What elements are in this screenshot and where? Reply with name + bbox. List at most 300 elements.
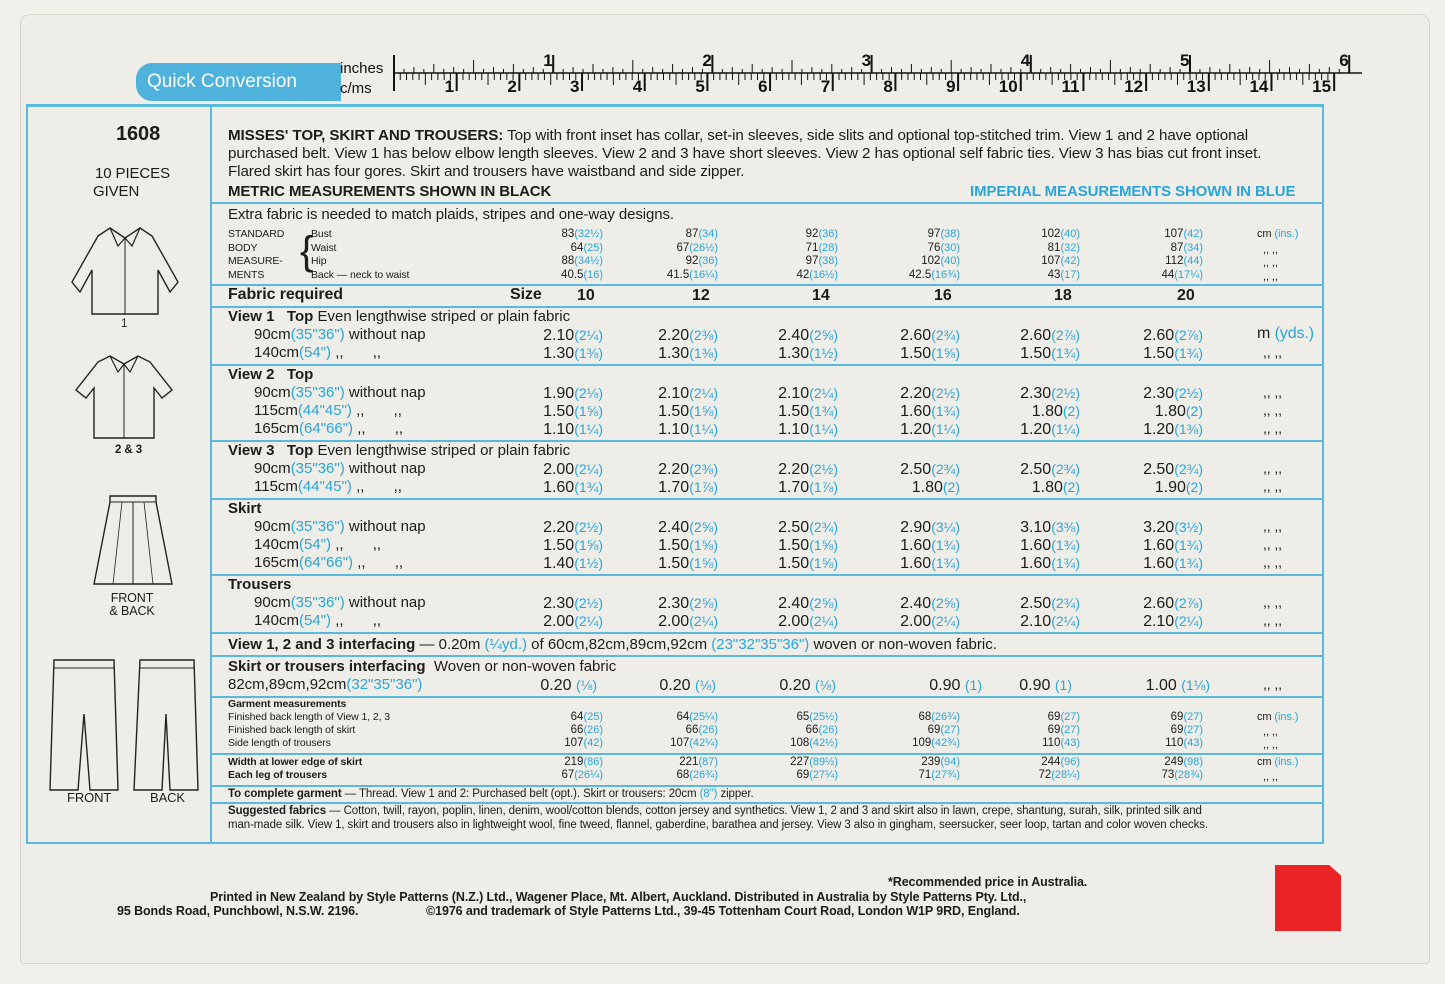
metric-value: 2.00 (543, 461, 575, 478)
body-measurement (1048, 242, 1080, 255)
imperial-value: (96) (1060, 756, 1080, 768)
nap-note: ,, ,, (331, 536, 382, 553)
cm-number: 8 (883, 77, 893, 96)
imperial-value: (1¼) (809, 421, 838, 437)
fabric-amount (1020, 518, 1080, 537)
fabric-required-title: Fabric required (228, 286, 343, 303)
fabric-width (254, 402, 402, 420)
imperial-value: (28) (818, 241, 838, 254)
imperial-value: (1¾) (931, 537, 960, 553)
interfacing-text: View 1, 2 and 3 interfacing (228, 636, 416, 653)
imperial-value: (1) (964, 677, 982, 693)
fabric-amount (778, 554, 838, 573)
fabric-amount (658, 460, 718, 479)
ditto-mark: ,, ,, (1263, 536, 1282, 552)
metric-value: 68 (676, 769, 690, 781)
imperial-value: (1⅝) (574, 537, 603, 553)
metric-value: 76 (927, 241, 941, 254)
metric-value: 1.40 (543, 555, 575, 572)
width-cm: 90cm (254, 460, 291, 477)
fabric-amount (1143, 460, 1203, 479)
metric-value: 2.10 (543, 327, 575, 344)
imperial-value: (27¾) (931, 769, 960, 781)
ditto-mark: ,, ,, (1263, 270, 1278, 283)
trousers-front-label: FRONT (67, 790, 112, 805)
metric-value: 107 (564, 737, 584, 749)
metric-value: 1.50 (658, 537, 690, 554)
imperial-value: (1⅝) (689, 537, 718, 553)
metric-value: 1.50 (658, 403, 690, 420)
metric-value: 2.50 (1020, 461, 1052, 478)
imperial-value: (2⅜) (689, 461, 718, 477)
skirt-sketch (88, 492, 178, 592)
imperial-value: (1⅜) (574, 345, 603, 361)
garment-measurement (571, 724, 603, 737)
garment-label: Finished back length of skirt (228, 724, 356, 736)
pieces-count: 10 PIECES (95, 165, 170, 182)
fabric-amount (1020, 420, 1080, 439)
imperial-value: (2½) (931, 385, 960, 401)
to-complete-garment (228, 788, 754, 801)
metric-value: 72 (1038, 769, 1052, 781)
garment-label: Each leg of trousers (228, 769, 327, 781)
metric-value: 2.40 (778, 327, 810, 344)
imperial-value: (25¼) (689, 711, 718, 723)
metric-value: 92 (805, 228, 819, 240)
imperial-value: (1⅜) (1174, 421, 1203, 437)
nap-note: ,, ,, (331, 612, 382, 629)
body-measurement (571, 242, 603, 255)
fabric-width (254, 384, 426, 402)
fabric-amount (1155, 478, 1203, 497)
metric-value: 2.30 (658, 595, 690, 612)
width-cm: 82cm,89cm,92cm (228, 676, 347, 693)
imperial-value: (27) (1183, 711, 1203, 723)
imperial-value: (44) (1183, 255, 1203, 267)
printer-line-1: Printed in New Zealand by Style Patterns (N.Z.) Ltd., Wagener Place, Mt. Albert, Auckland. Distributed in Australia by Style Patterns Pty. Ltd., (210, 890, 1027, 904)
fabric-amount (900, 420, 960, 439)
metric-value: 2.10 (1143, 613, 1175, 630)
view-2-3-top-sketch (66, 350, 186, 445)
fabric-amount (658, 384, 718, 403)
measurement-label: Hip (311, 255, 327, 267)
cm-number: 12 (1124, 77, 1144, 96)
imperial-value: (42) (583, 737, 603, 749)
unit-label (1257, 711, 1298, 723)
view-2-3-label: 2 & 3 (115, 444, 142, 456)
nap-note: without nap (344, 518, 426, 535)
imperial-value: (2⅝) (809, 595, 838, 611)
metric-value: 2.20 (900, 385, 932, 402)
fabric-amount (900, 536, 960, 555)
metric-value: 1.60 (1020, 555, 1052, 572)
garment-measurement (1048, 724, 1080, 737)
fabric-width (254, 478, 402, 496)
width-inches: (32"35"36") (346, 676, 423, 693)
nap-note: without nap (344, 326, 426, 343)
body-measurement (667, 269, 718, 282)
fabric-amount (1143, 536, 1203, 555)
metric-value: 2.40 (658, 519, 690, 536)
cm-number: 7 (820, 77, 831, 96)
imperial-value: (40) (940, 255, 960, 267)
imperial-value: (26¾) (931, 711, 960, 723)
divider (212, 364, 1324, 366)
metric-value: 2.30 (1143, 385, 1175, 402)
ditto-mark: ,, ,, (1263, 676, 1282, 692)
metric-unit: cm (1257, 228, 1275, 240)
body-measurement (921, 255, 960, 268)
metric-value: 1.50 (543, 537, 575, 554)
metric-value: 1.80 (1031, 403, 1063, 420)
body-measurement (928, 242, 960, 255)
width-cm: 115cm (254, 402, 298, 419)
interfacing-widths (228, 676, 422, 694)
imperial-value: (1¾) (1051, 555, 1080, 571)
fabric-width (254, 518, 426, 536)
body-group-label: MENTS (228, 268, 265, 281)
imperial-value: (3⅜) (1051, 519, 1080, 535)
section-note: Even lengthwise striped or plain fabric (313, 442, 571, 459)
brace: { (300, 229, 314, 273)
size-18: 18 (1054, 287, 1072, 304)
metric-unit: m (1257, 325, 1275, 342)
body-measurement (1165, 255, 1203, 268)
width-cm: 140cm (254, 612, 300, 629)
fabric-amount (543, 536, 603, 555)
interfacing-text: — 0.20m (415, 636, 485, 653)
cm-number: 11 (1061, 77, 1080, 96)
fabric-amount (658, 536, 718, 555)
inch-number: 2 (702, 51, 712, 70)
fabric-amount (900, 402, 960, 421)
fabric-amount (658, 612, 718, 631)
body-measurement (561, 255, 603, 268)
cm-number: 10 (998, 77, 1018, 96)
imperial-value: (2⅜) (689, 327, 718, 343)
imperial-value: (1¾) (1174, 537, 1203, 553)
imperial-value: (2½) (1174, 385, 1203, 401)
metric-value: 2.10 (658, 385, 690, 402)
garment-measurement (1042, 737, 1080, 750)
ditto-mark: ,, ,, (1263, 739, 1278, 751)
fabric-width (254, 594, 426, 612)
metric-value: 69 (1047, 724, 1061, 736)
imperial-unit: (yds.) (1274, 325, 1314, 342)
imperial-value: (⅛) (815, 677, 836, 693)
imperial-value: (26) (583, 724, 603, 736)
fabric-amount (543, 344, 603, 363)
width-inches: (54") (299, 344, 332, 361)
imperial-value: (42¼) (689, 737, 718, 749)
interfacing-note: Woven or non-woven fabric (425, 658, 617, 675)
metric-value: 2.50 (900, 461, 932, 478)
metric-value: 107 (1164, 228, 1184, 240)
imperial-value: (87) (698, 756, 718, 768)
inch-number: 4 (1020, 51, 1031, 70)
fabric-amount (900, 460, 960, 479)
fabric-amount (658, 518, 718, 537)
garment-measurement (1171, 724, 1203, 737)
nap-note: ,, ,, (351, 402, 402, 419)
imperial-value: (2½) (809, 461, 838, 477)
imperial-value: (36) (818, 228, 838, 240)
imperial-value: (2¼) (689, 613, 718, 629)
metric-value: 66 (570, 724, 584, 736)
garment-measurement (918, 711, 960, 724)
suggested-line-1: — Cotton, twill, rayon, poplin, linen, denim, wool/cotton blends, cotton jersey and synthetics. View 1, 2 and 3 and skirt also in lawn, crepe, shantung, surah, silk, printed silk and (329, 805, 1202, 817)
imperial-value: (2⅝) (689, 595, 718, 611)
imperial-value: (⅛) (576, 677, 597, 693)
garment-measurement (921, 756, 960, 769)
body-measurement (806, 255, 838, 268)
imperial-value: (1⅝) (689, 555, 718, 571)
imperial-value: (42) (1060, 255, 1080, 267)
imperial-value: (3¼) (931, 519, 960, 535)
fabric-amount (1143, 612, 1203, 631)
section-heading (228, 500, 261, 518)
skirt-interfacing-heading (228, 658, 616, 676)
metric-value: 1.50 (778, 537, 810, 554)
garment-measurement (676, 711, 718, 724)
fabric-amount (900, 326, 960, 345)
imperial-value: (25) (583, 711, 603, 723)
imperial-value: (28¾) (1174, 769, 1203, 781)
metric-value: 69 (1170, 724, 1184, 736)
fabric-amount (900, 344, 960, 363)
interfacing-text: (¼yd.) (484, 636, 528, 653)
section-heading (228, 366, 313, 384)
fabric-amount (778, 536, 838, 555)
imperial-value: (2¾) (931, 327, 960, 343)
metric-value: 87 (1170, 241, 1184, 254)
cm-number: 13 (1186, 77, 1206, 96)
inch-number: 3 (861, 51, 872, 70)
metric-value: 65 (796, 711, 810, 723)
fabric-amount (778, 460, 838, 479)
interfacing-amount (659, 676, 716, 695)
skirt-sketch-label: FRONT & BACK (109, 591, 155, 618)
imperial-value: (2¼) (1174, 613, 1203, 629)
garment-measurement (571, 711, 603, 724)
imperial-value: (2½) (574, 595, 603, 611)
imperial-value: (27) (1060, 724, 1080, 736)
imperial-value: (86) (583, 756, 603, 768)
fabric-amount (1143, 326, 1203, 345)
section-heading (228, 442, 570, 460)
fabric-amount (900, 612, 960, 631)
width-inches: (64"66") (299, 554, 354, 571)
metric-value: 2.40 (778, 595, 810, 612)
fabric-amount (1020, 384, 1080, 403)
imperial-value: (2¼) (809, 385, 838, 401)
metric-value: 1.50 (900, 345, 932, 362)
imperial-value: (26½) (689, 241, 718, 254)
metric-value: 2.00 (900, 613, 932, 630)
metric-value: 2.60 (1020, 327, 1052, 344)
fabric-amount (900, 518, 960, 537)
measurement-label: Waist (311, 241, 337, 254)
metric-value: 0.90 (929, 677, 965, 694)
metric-value: 1.50 (658, 555, 690, 572)
metric-value: 2.50 (1143, 461, 1175, 478)
metric-value: 1.30 (778, 345, 810, 362)
fabric-amount (912, 478, 960, 497)
metric-value: 2.00 (543, 613, 575, 630)
fabric-amount (778, 326, 838, 345)
metric-value: 102 (1041, 228, 1061, 240)
to-complete-label: To complete garment (228, 788, 342, 800)
imperial-value: (2¼) (1051, 613, 1080, 629)
suggested-line-2: man-made silk. View 1, skirt and trousers also in lightweight wool, fine tweed, flannel, gaberdine, barathea and jersey. View 3 also in gingham, seersucker, seer loop, tartan and color woven checks. (228, 819, 1208, 831)
metric-value: 83 (561, 228, 575, 240)
metric-value: 1.80 (911, 479, 943, 496)
metric-value: 2.00 (778, 613, 810, 630)
fabric-width (254, 326, 426, 344)
metric-value: 1.10 (543, 421, 575, 438)
unit-label (1257, 228, 1298, 240)
divider (212, 785, 1324, 787)
imperial-value: (1½) (809, 345, 838, 361)
imperial-value: (2¼) (574, 613, 603, 629)
imperial-value: (1¼) (1051, 421, 1080, 437)
interfacing-amount (540, 676, 597, 695)
metric-value: 81 (1047, 241, 1061, 254)
fabric-amount (1020, 326, 1080, 345)
metric-value: 66 (685, 724, 699, 736)
nap-note: without nap (344, 460, 426, 477)
section-title: View 1 Top (228, 308, 314, 325)
metric-value: 110 (1042, 737, 1061, 749)
metric-value: 2.60 (900, 327, 932, 344)
imperial-value: (2⅝) (689, 519, 718, 535)
fabric-amount (543, 518, 603, 537)
metric-value: 97 (805, 255, 819, 267)
imperial-value: (89½) (809, 756, 838, 768)
fabric-amount (1143, 420, 1203, 439)
metric-value: 110 (1165, 737, 1184, 749)
body-measurement (1171, 242, 1203, 255)
metric-value: 2.10 (1020, 613, 1052, 630)
printer-address: 95 Bonds Road, Punchbowl, N.S.W. 2196. (117, 904, 359, 918)
imperial-value: (26) (818, 724, 838, 736)
measurement-label: Back — neck to waist (311, 268, 410, 281)
body-measurement (1161, 269, 1203, 282)
fabric-width (254, 554, 403, 572)
fabric-amount (778, 420, 838, 439)
metric-value: 1.60 (543, 479, 575, 496)
imperial-value: (2⅛) (574, 385, 603, 401)
metric-value: 0.20 (540, 677, 576, 694)
fabric-amount (658, 420, 718, 439)
metric-value: 0.20 (659, 677, 695, 694)
garment-measurement (796, 769, 838, 782)
width-inches: (64"66") (299, 420, 354, 437)
fabric-amount (778, 594, 838, 613)
width-cm: 165cm (254, 554, 300, 571)
metric-value: 1.10 (658, 421, 690, 438)
imperial-value: (2) (1185, 403, 1203, 419)
nap-note: without nap (344, 594, 426, 611)
pattern-title: MISSES' TOP, SKIRT AND TROUSERS: (228, 127, 504, 144)
metric-value: 1.20 (1143, 421, 1175, 438)
fabric-amount (900, 554, 960, 573)
imperial-value: (17) (1060, 268, 1080, 281)
imperial-value: (2⅝) (809, 327, 838, 343)
metric-value: 1.50 (543, 403, 575, 420)
metric-value: 2.60 (1143, 595, 1175, 612)
metric-value: 102 (921, 255, 941, 267)
width-cm: 90cm (254, 594, 291, 611)
imperial-value: (25) (583, 241, 603, 254)
imperial-value: (16) (583, 268, 603, 281)
imperial-value: (17¼) (1174, 268, 1203, 281)
metric-value: 69 (927, 724, 941, 736)
garment-measurement (1048, 711, 1080, 724)
cm-number: 5 (695, 77, 705, 96)
imperial-value: (40) (1060, 228, 1080, 240)
ditto-mark: ,, ,, (1263, 460, 1282, 476)
metric-value: 44 (1161, 268, 1175, 281)
fabric-amount (778, 344, 838, 363)
imperial-value: (1¾) (574, 479, 603, 495)
metric-value: 1.50 (1020, 345, 1052, 362)
pieces-given: GIVEN (93, 183, 140, 200)
body-measurement (1041, 228, 1080, 241)
garment-measurement (928, 724, 960, 737)
metric-note: METRIC MEASUREMENTS SHOWN IN BLACK (228, 183, 552, 200)
fabric-amount (778, 518, 838, 537)
imperial-value: (26¾) (689, 769, 718, 781)
description-line-2: purchased belt. View 1 has below elbow length sleeves. View 2 and 3 have short sleeves. View 2 has optional self fabric ties. View 3 has bias cut front inset. (228, 145, 1262, 162)
metric-unit: cm (1257, 711, 1275, 723)
body-measurement (561, 228, 603, 241)
fabric-amount (658, 478, 718, 497)
view-1-top-sketch (60, 222, 190, 322)
interfacing-text: of 60cm,82cm,89cm,92cm (527, 636, 712, 653)
fabric-amount (1143, 384, 1203, 403)
imperial-value: (2) (1062, 403, 1080, 419)
metric-value: 40.5 (561, 268, 584, 281)
size-10: 10 (577, 287, 595, 304)
metric-value: 239 (921, 756, 941, 768)
imperial-value: (32½) (574, 228, 603, 240)
cm-number: 2 (507, 77, 517, 96)
metric-value: 71 (918, 769, 932, 781)
pattern-number: 1608 (116, 123, 161, 145)
fabric-width (254, 536, 381, 554)
garment-measurement (790, 756, 838, 769)
body-measurement (676, 242, 718, 255)
imperial-value: (36) (698, 255, 718, 267)
imperial-value: (27) (940, 724, 960, 736)
garment-measurement (1038, 769, 1080, 782)
body-measurement (686, 255, 718, 268)
imperial-value: (1⅞) (689, 479, 718, 495)
imperial-value: (1¼) (574, 421, 603, 437)
fabric-amount (778, 384, 838, 403)
fabric-amount (1155, 402, 1203, 421)
fabric-width (254, 420, 403, 438)
zipper-inches: (8") (699, 788, 718, 800)
width-inches: (35"36") (290, 384, 345, 401)
metric-value: 64 (570, 711, 584, 723)
imperial-value: (1¾) (1051, 345, 1080, 361)
metric-value: 1.80 (1154, 403, 1186, 420)
metric-value: 249 (1164, 756, 1184, 768)
fabric-width (254, 612, 381, 630)
cm-number: 9 (946, 77, 956, 96)
